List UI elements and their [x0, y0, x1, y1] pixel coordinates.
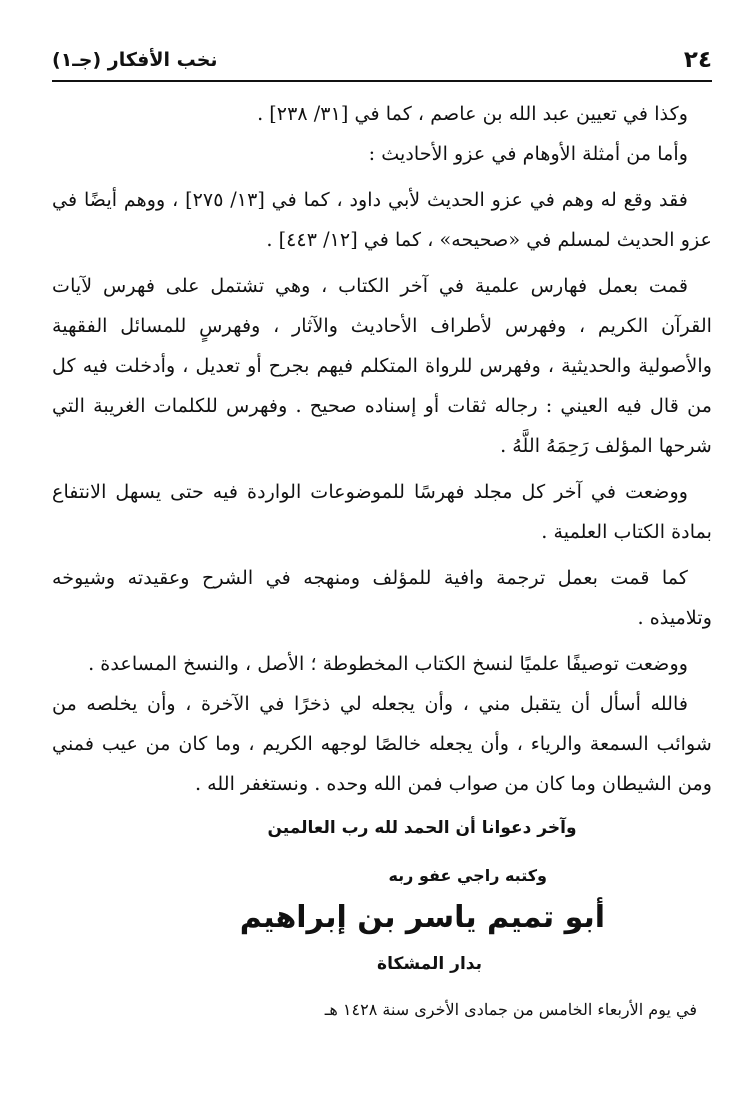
paragraph: ووضعت توصيفًا علميًا لنسخ الكتاب المخطوطة ؛ الأصل ، والنسخ المساعدة .	[88, 652, 688, 675]
paragraph: قمت بعمل فهارس علمية في آخر الكتاب ، وهي تشتمل على فهرس لآيات القرآن الكريم ، وفهرس لأطراف الأحاديث والآثار ، وفهرسٍ للمسائل الفقهية والأصولية والحديثية ، وفهرس للرواة المتكلم فيهم بجرح أو تعديل ، وأدخلت فيه كل من قال فيه العيني : رجاله ثقات أو إسناده صحيح . وفهرس للكلمات الغريبة التي شرحها المؤلف رَحِمَهُ اللَّهُ .	[52, 274, 712, 457]
paragraph: وكذا في تعيين عبد الله بن عاصم ، كما في [٣١/ ٢٣٨] .	[257, 102, 688, 125]
signature-written-by: وكتبه راجي عفو ربه	[388, 866, 547, 885]
page-number: ٢٤	[683, 47, 712, 73]
closing-prayer: وآخر دعوانا أن الحمد لله رب العالمين	[267, 818, 577, 838]
paragraph: فقد وقع له وهم في عزو الحديث لأبي داود ، كما في [١٣/ ٢٧٥] ، ووهم أيضًا في عزو الحديث لمسلم في «صحيحه» ، كما في [١٢/ ٤٤٣] .	[52, 188, 712, 251]
paragraph: فالله أسأل أن يتقبل مني ، وأن يجعله لي ذخرًا في الآخرة ، وأن يخلصه من شوائب السمعة والرياء ، وأن يجعله خالصًا لوجهه الكريم ، وما كان من عيب فمني ومن الشيطان وما كان من صواب فمن الله وحده . ونستغفر الله .	[52, 692, 712, 795]
author-name: أبو تميم ياسر بن إبراهيم	[239, 900, 605, 935]
paragraph: كما قمت بعمل ترجمة وافية للمؤلف ومنهجه في الشرح وعقيدته وشيوخه وتلاميذه .	[52, 566, 712, 629]
signature-place: بدار المشكاة	[377, 954, 482, 974]
page-header	[52, 40, 712, 82]
paragraph: وأما من أمثلة الأوهام في عزو الأحاديث :	[368, 142, 688, 165]
body-text	[52, 94, 712, 804]
signature-block	[52, 866, 712, 1016]
running-title: نخب الأفكار (جـ١)	[52, 49, 218, 71]
paragraph: ووضعت في آخر كل مجلد فهرسًا للموضوعات الواردة فيه حتى يسهل الانتفاع بمادة الكتاب العلمية .	[52, 480, 712, 543]
book-page	[52, 40, 712, 1080]
date-line: في يوم الأربعاء الخامس من جمادى الأخرى سنة ١٤٢٨ هـ	[324, 1000, 697, 1019]
